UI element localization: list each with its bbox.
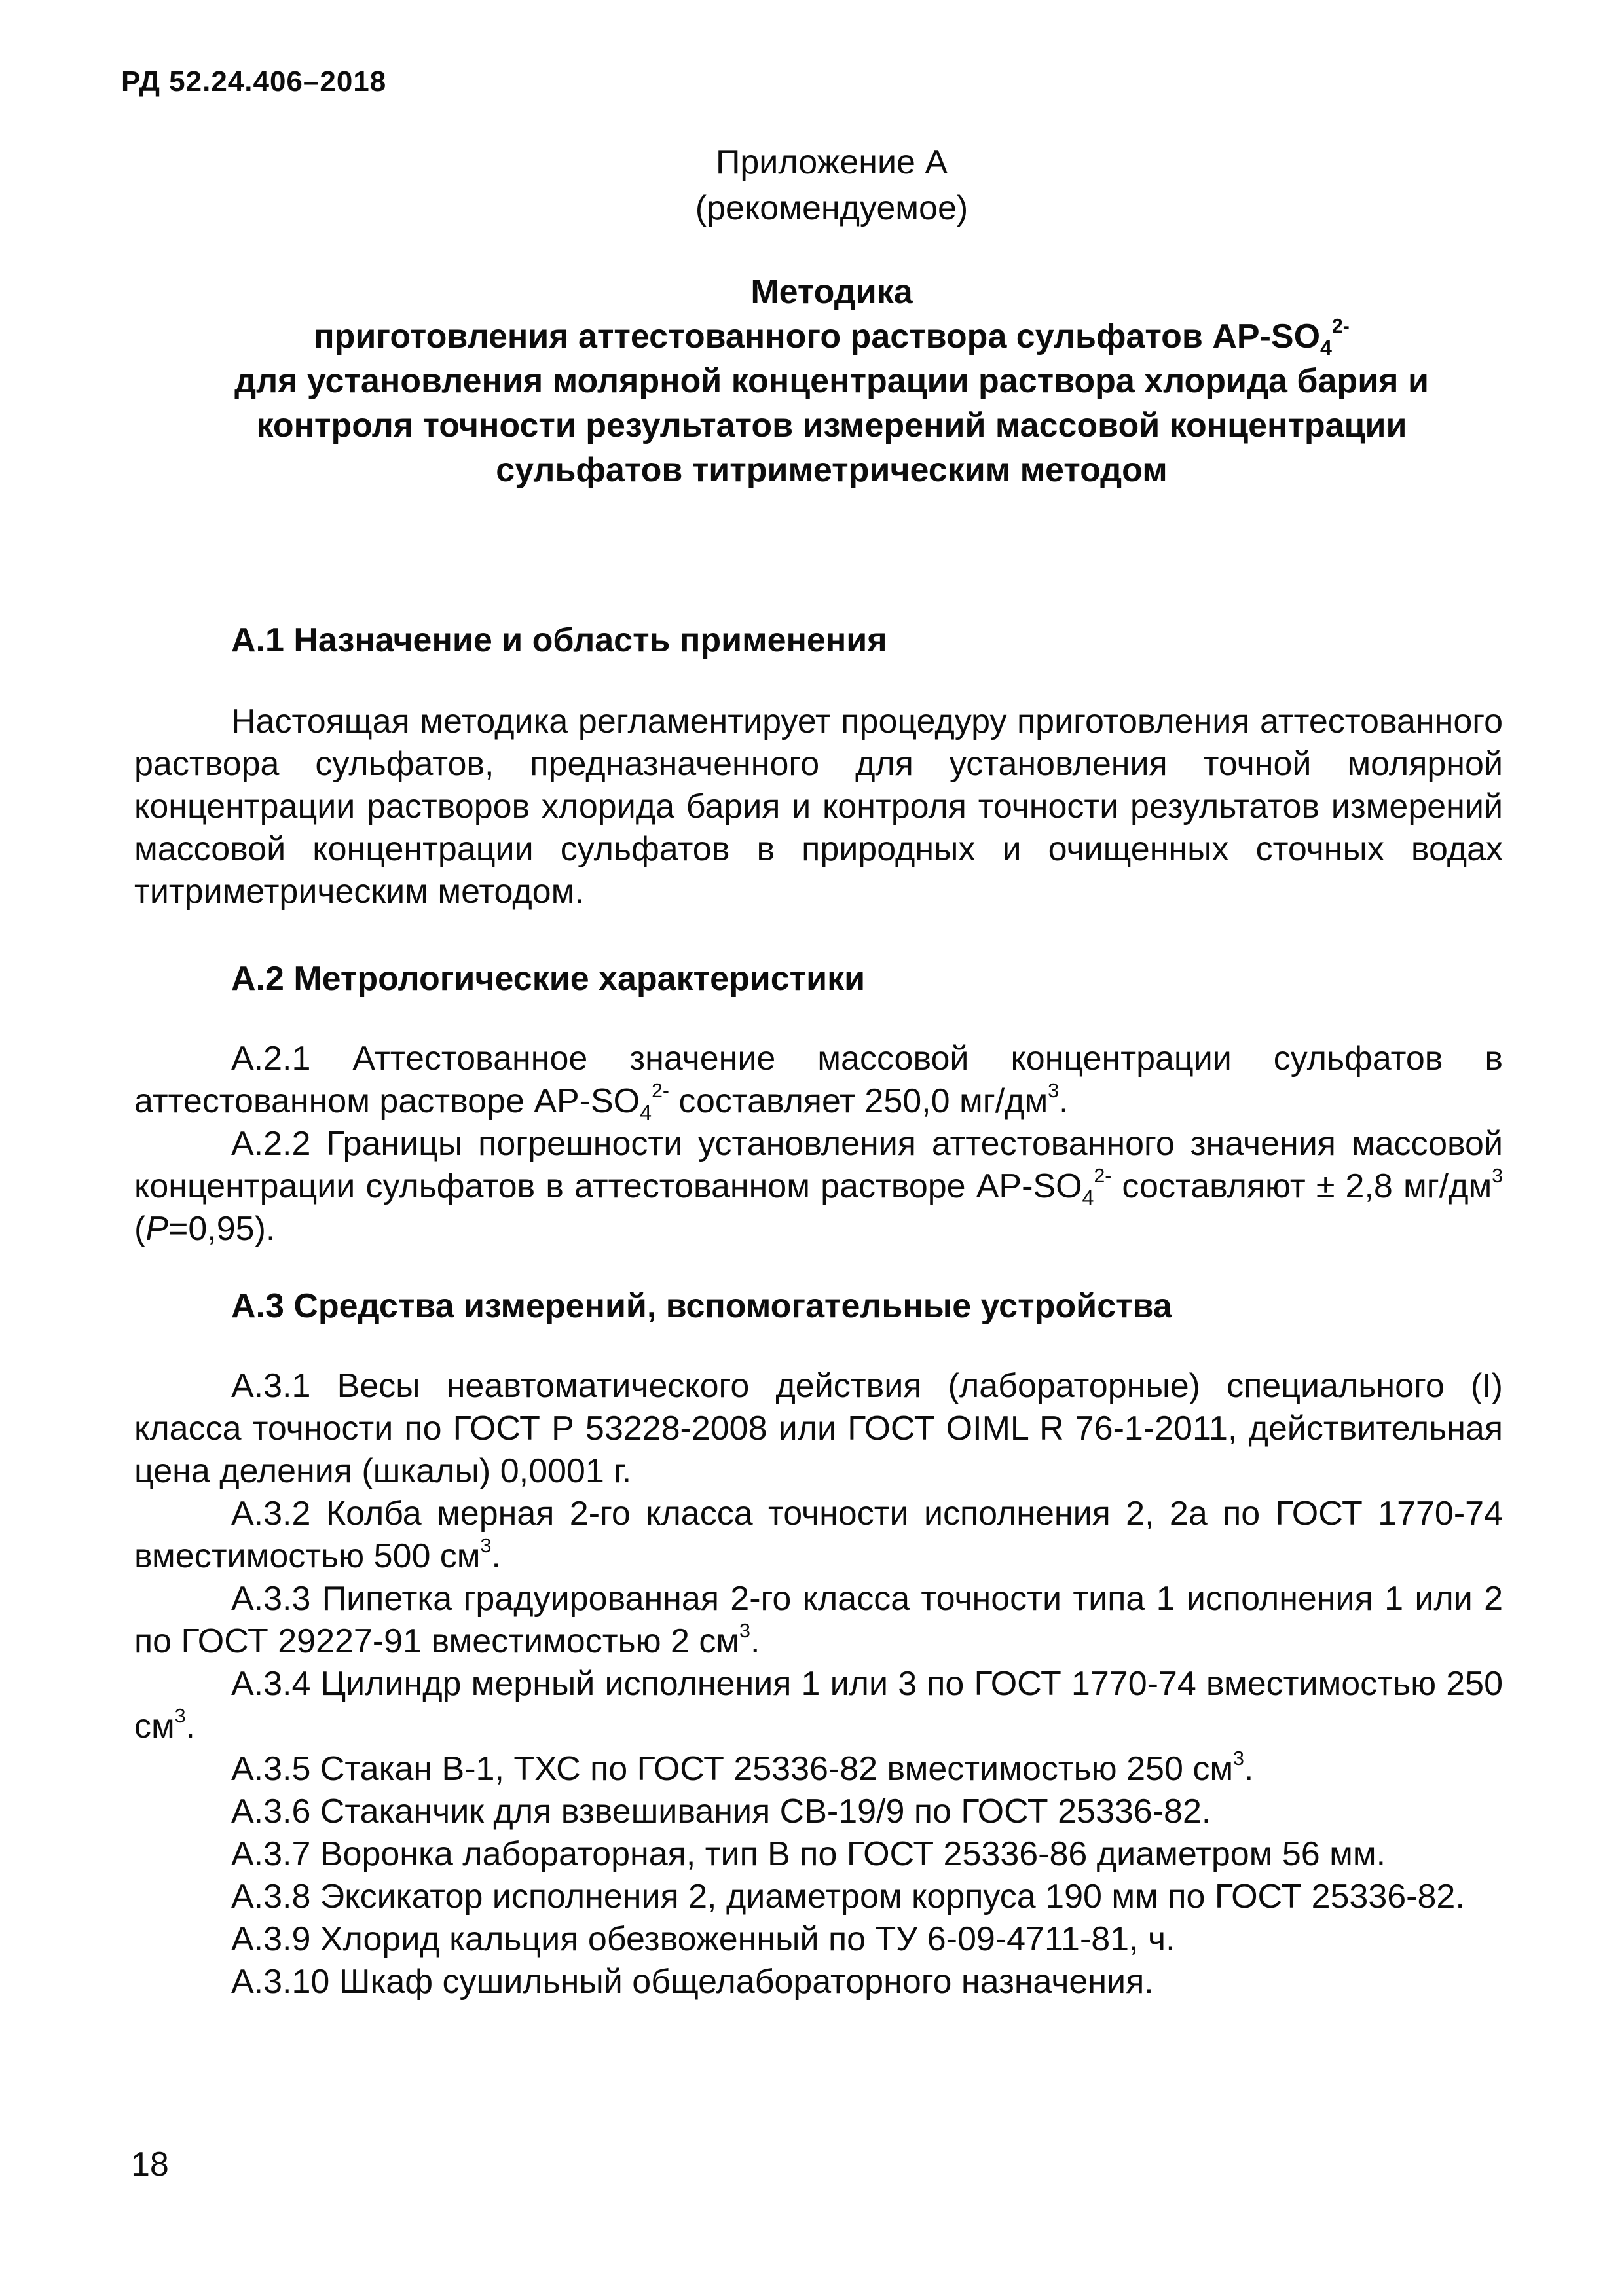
s2-p2-c: ( <box>134 1210 146 1248</box>
s3-i4-b: . <box>185 1707 195 1745</box>
section-3-item-1: А.3.1 Весы неавтоматического действия (лабораторные) специального (I) класса точности по ГОСТ Р 53228-2008 или ГОСТ OIML R 76-1-2011, действительная цена деления (шкалы) 0,0001 г. <box>134 1367 1503 1490</box>
s2-p2-a: А.2.2 Границы погрешности установления аттестованного значения массовой концентрации сульфатов в аттестованном растворе АР-SO <box>134 1125 1503 1205</box>
s2-p2-p-symbol: P <box>145 1210 169 1248</box>
section-2-item-2 <box>134 1123 1503 1250</box>
section-3-item-8: А.3.8 Эксикатор исполнения 2, диаметром корпуса 190 мм по ГОСТ 25336-82. <box>231 1878 1465 1916</box>
section-2-item-1 <box>134 1038 1503 1123</box>
s3-i5-b: . <box>1244 1750 1254 1788</box>
s2-p2-sup2: 3 <box>1492 1165 1503 1188</box>
s3-i2-b: . <box>491 1537 501 1575</box>
s2-p2-sub: 4 <box>1082 1186 1094 1210</box>
section-3-item-6: А.3.6 Стаканчик для взвешивания СВ-19/9 по ГОСТ 25336-82. <box>231 1793 1211 1831</box>
section-2-heading: А.2 Метрологические характеристики <box>231 960 866 998</box>
section-1-heading: А.1 Назначение и область применения <box>231 621 887 659</box>
s3-i3-a: А.3.3 Пипетка градуированная 2-го класса точности типа 1 исполнения 1 или 2 по ГОСТ 29227-91 вместимостью 2 см <box>134 1580 1503 1660</box>
s3-i2-sup: 3 <box>480 1535 492 1558</box>
section-3-heading: А.3 Средства измерений, вспомогательные устройства <box>231 1287 1172 1325</box>
s2-p1-sup2: 3 <box>1048 1080 1060 1102</box>
page-number: 18 <box>131 2145 169 2183</box>
s3-i5-a: А.3.5 Стакан В-1, ТХС по ГОСТ 25336-82 вместимостью 250 см <box>231 1750 1234 1788</box>
s3-i5-sup: 3 <box>1233 1748 1244 1770</box>
s2-p1-a: А.2.1 Аттестованное значение массовой концентрации сульфатов в аттестованном растворе АР-SO <box>134 1040 1503 1120</box>
method-line-2: для установления молярной концентрации раствора хлорида бария и <box>234 362 1429 400</box>
section-3-item-9: А.3.9 Хлорид кальция обезвоженный по ТУ 6-09-4711-81, ч. <box>231 1920 1175 1958</box>
section-3-item-10: А.3.10 Шкаф сушильный общелабораторного назначения. <box>231 1963 1154 2001</box>
s2-p1-b: составляет 250,0 мг/дм <box>669 1082 1048 1120</box>
s2-p1-sup: 2- <box>652 1080 669 1102</box>
s3-i3-sup: 3 <box>739 1620 750 1643</box>
section-3-item-3 <box>134 1578 1503 1663</box>
section-2-body <box>134 1038 1503 1250</box>
section-3-body <box>134 1365 1503 2003</box>
s2-p1-c: . <box>1059 1082 1069 1120</box>
section-3-item-4 <box>134 1663 1503 1748</box>
method-title-block <box>128 270 1536 492</box>
method-line-1-text: приготовления аттестованного раствора сульфатов АР-SO <box>314 318 1321 355</box>
method-superscript: 2- <box>1331 316 1350 338</box>
appendix-title: Приложение А <box>715 143 948 181</box>
s3-i2-a: А.3.2 Колба мерная 2-го класса точности исполнения 2, 2а по ГОСТ 1770-74 вместимостью 500 см <box>134 1495 1503 1575</box>
s2-p2-b: составляют ± 2,8 мг/дм <box>1111 1167 1492 1205</box>
s2-p2-d: =0,95). <box>168 1210 276 1248</box>
section-1-paragraph: Настоящая методика регламентирует процедуру приготовления аттестованного раствора сульфатов, предназначенного для установления точной молярной концентрации растворов хлорида бария и контроля точности результатов измерений массовой концентрации сульфатов в природных и очищенных сточных водах титриметрическим методом. <box>134 702 1503 911</box>
appendix-subtitle: (рекомендуемое) <box>695 189 969 227</box>
s3-i3-b: . <box>750 1622 760 1660</box>
s3-i4-sup: 3 <box>174 1705 186 1728</box>
method-line-4: сульфатов титриметрическим методом <box>496 451 1168 489</box>
method-line-1 <box>128 314 1536 359</box>
document-code: РД 52.24.406–2018 <box>121 65 387 98</box>
method-line-3: контроля точности результатов измерений массовой концентрации <box>256 407 1407 445</box>
section-3-item-2 <box>134 1493 1503 1578</box>
section-1-body <box>134 701 1503 913</box>
s2-p1-sub: 4 <box>640 1101 652 1125</box>
section-3-item-7: А.3.7 Воронка лабораторная, тип В по ГОСТ 25336-86 диаметром 56 мм. <box>231 1835 1386 1873</box>
s2-p2-sup: 2- <box>1094 1165 1112 1188</box>
s3-i4-a: А.3.4 Цилиндр мерный исполнения 1 или 3 по ГОСТ 1770-74 вместимостью 250 см <box>134 1665 1503 1745</box>
section-3-item-5 <box>134 1748 1503 1791</box>
method-subscript: 4 <box>1320 336 1332 360</box>
method-title: Методика <box>750 273 913 311</box>
